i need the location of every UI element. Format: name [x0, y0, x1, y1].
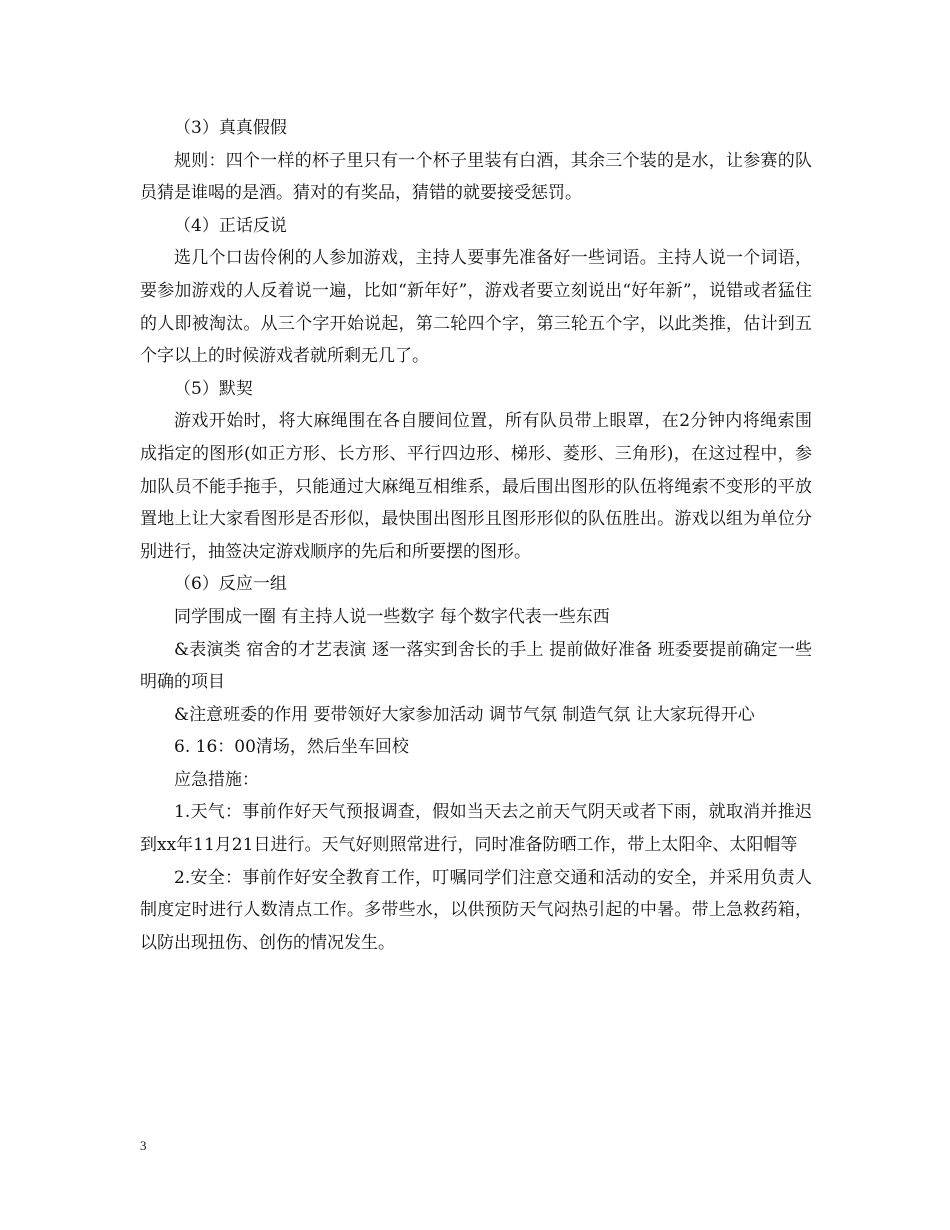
paragraph-performance: &表演类 宿舍的才艺表演 逐一落实到舍长的手上 提前做好准备 班委要提前确定一些明确的项目 [140, 639, 812, 693]
heading-6-reaction: （6）反应一组 [174, 574, 287, 595]
paragraph-safety: 2.安全：事前作好安全教育工作，叮嘱同学们注意交通和活动的安全，并采用负责人制度定时进行人数清点工作。多带些水，以供预防天气闷热引起的中暑。带上急救药箱，以防出现扭伤、创伤的情况发生。 [140, 867, 812, 953]
document-body [140, 112, 812, 959]
page-number: 3 [140, 1138, 147, 1153]
paragraph-weather: 1.天气：事前作好天气预报调查，假如当天去之前天气阴天或者下雨，就取消并推迟到xx年11月21日进行。天气好则照常进行，同时准备防晒工作，带上太阳伞、太阳帽等 [140, 802, 812, 856]
paragraph-rules-cups: 规则：四个一样的杯子里只有一个杯子里装有白酒，其余三个装的是水，让参赛的队员猜是谁喝的是酒。猜对的有奖品，猜错的就要接受惩罚。 [140, 150, 812, 204]
paragraph-return-time: 6. 16：00清场，然后坐车回校 [174, 737, 409, 758]
paragraph-committee-role: &注意班委的作用 要带领好大家参加活动 调节气氛 制造气氛 让大家玩得开心 [174, 704, 755, 725]
heading-emergency-measures: 应急措施： [174, 769, 259, 790]
paragraph-reaction-circle: 同学围成一圈 有主持人说一些数字 每个数字代表一些东西 [174, 606, 610, 627]
heading-4-reverse-words: （4）正话反说 [174, 215, 287, 236]
paragraph-tacit-game: 游戏开始时，将大麻绳围在各自腰间位置，所有队员带上眼罩，在2分钟内将绳索围成指定的图形(如正方形、长方形、平行四边形、梯形、菱形、三角形)，在这过程中，参加队员不能手拖手，只能通过大麻绳互相维系，最后围出图形的队伍将绳索不变形的平放置地上让大家看图形是否形似，最快围出图形且图形形似的队伍胜出。游戏以组为单位分别进行，抽签决定游戏顺序的先后和所要摆的图形。 [140, 411, 812, 562]
paragraph-reverse-words: 选几个口齿伶俐的人参加游戏，主持人要事先准备好一些词语。主持人说一个词语，要参加游戏的人反着说一遍，比如“新年好”，游戏者要立刻说出“好年新”，说错或者猛住的人即被淘汰。从三个字开始说起，第二轮四个字，第三轮五个字，以此类推，估计到五个字以上的时候游戏者就所剩无几了。 [140, 248, 812, 367]
heading-3-true-false: （3）真真假假 [174, 118, 287, 138]
heading-5-tacit: （5）默契 [174, 378, 253, 399]
